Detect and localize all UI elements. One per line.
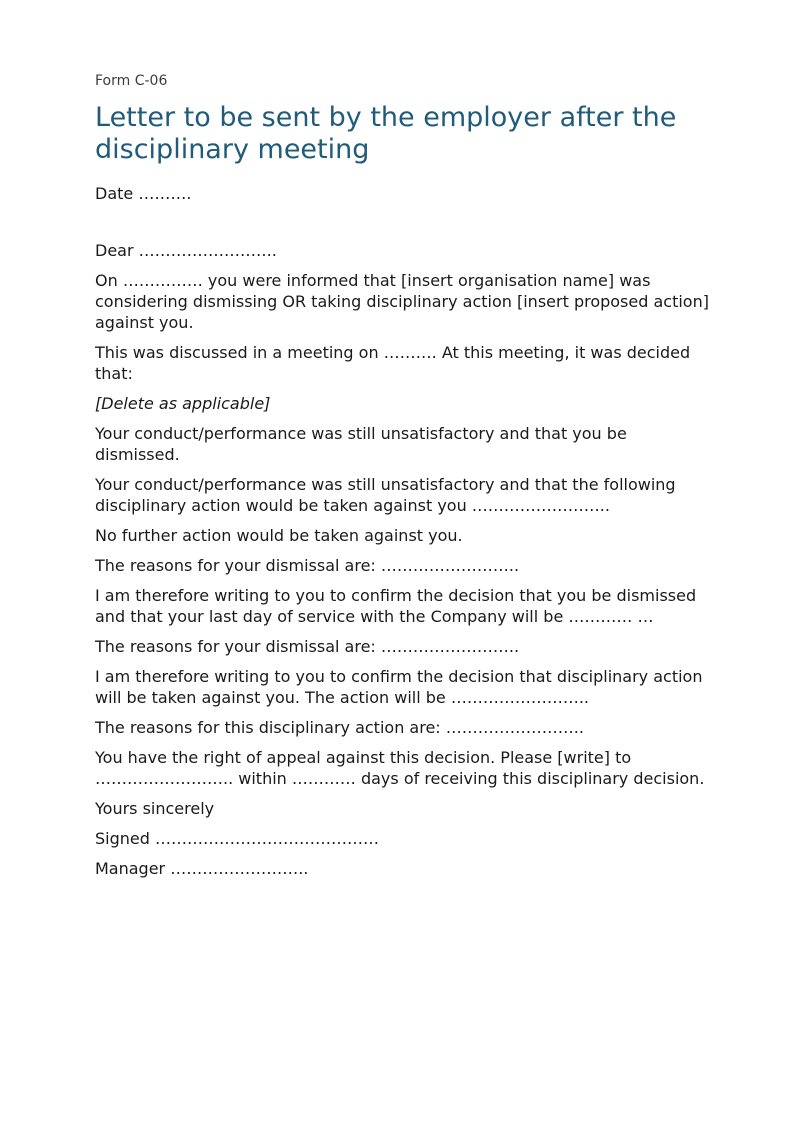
dismissal-reasons-1: The reasons for your dismissal are: …………………….. bbox=[95, 556, 520, 575]
delete-as-applicable-note: [Delete as applicable] bbox=[95, 394, 271, 413]
dismissal-reasons-2: The reasons for your dismissal are: …………………….. bbox=[95, 637, 520, 656]
manager-line: Manager …………………….. bbox=[95, 859, 309, 878]
dismissal-confirmation: I am therefore writing to you to confirm the decision that you be dismissed and that your last day of service with the Company will be ………… … bbox=[95, 586, 702, 626]
paragraph-informed: On …………… you were informed that [insert organisation name] was considering dismissing OR taking disciplinary action [insert proposed action] against you. bbox=[95, 271, 715, 332]
option-disciplinary-action: Your conduct/performance was still unsatisfactory and that the following disciplinary action would be taken against you …………………….. bbox=[95, 475, 681, 515]
document-title: Letter to be sent by the employer after the disciplinary meeting bbox=[95, 102, 677, 165]
salutation: Dear …………………….. bbox=[95, 241, 277, 260]
form-id: Form C-06 bbox=[95, 73, 168, 89]
appeal-rights: You have the right of appeal against this decision. Please [write] to …………………….. within ………… days of receiving this disciplinary decision. bbox=[95, 748, 705, 788]
letter-page bbox=[95, 72, 713, 888]
paragraph-meeting: This was discussed in a meeting on ………. At this meeting, it was decided that: bbox=[95, 343, 696, 383]
disciplinary-reasons: The reasons for this disciplinary action are: …………………….. bbox=[95, 718, 584, 737]
closing: Yours sincerely bbox=[95, 799, 215, 818]
signed-line: Signed …………………………………… bbox=[95, 829, 379, 848]
option-dismissed: Your conduct/performance was still unsatisfactory and that you be dismissed. bbox=[95, 424, 632, 464]
disciplinary-confirmation: I am therefore writing to you to confirm the decision that disciplinary action will be taken against you. The action will be …………………….. bbox=[95, 667, 708, 707]
option-no-action: No further action would be taken against you. bbox=[95, 526, 463, 545]
date-line: Date ………. bbox=[95, 184, 192, 203]
